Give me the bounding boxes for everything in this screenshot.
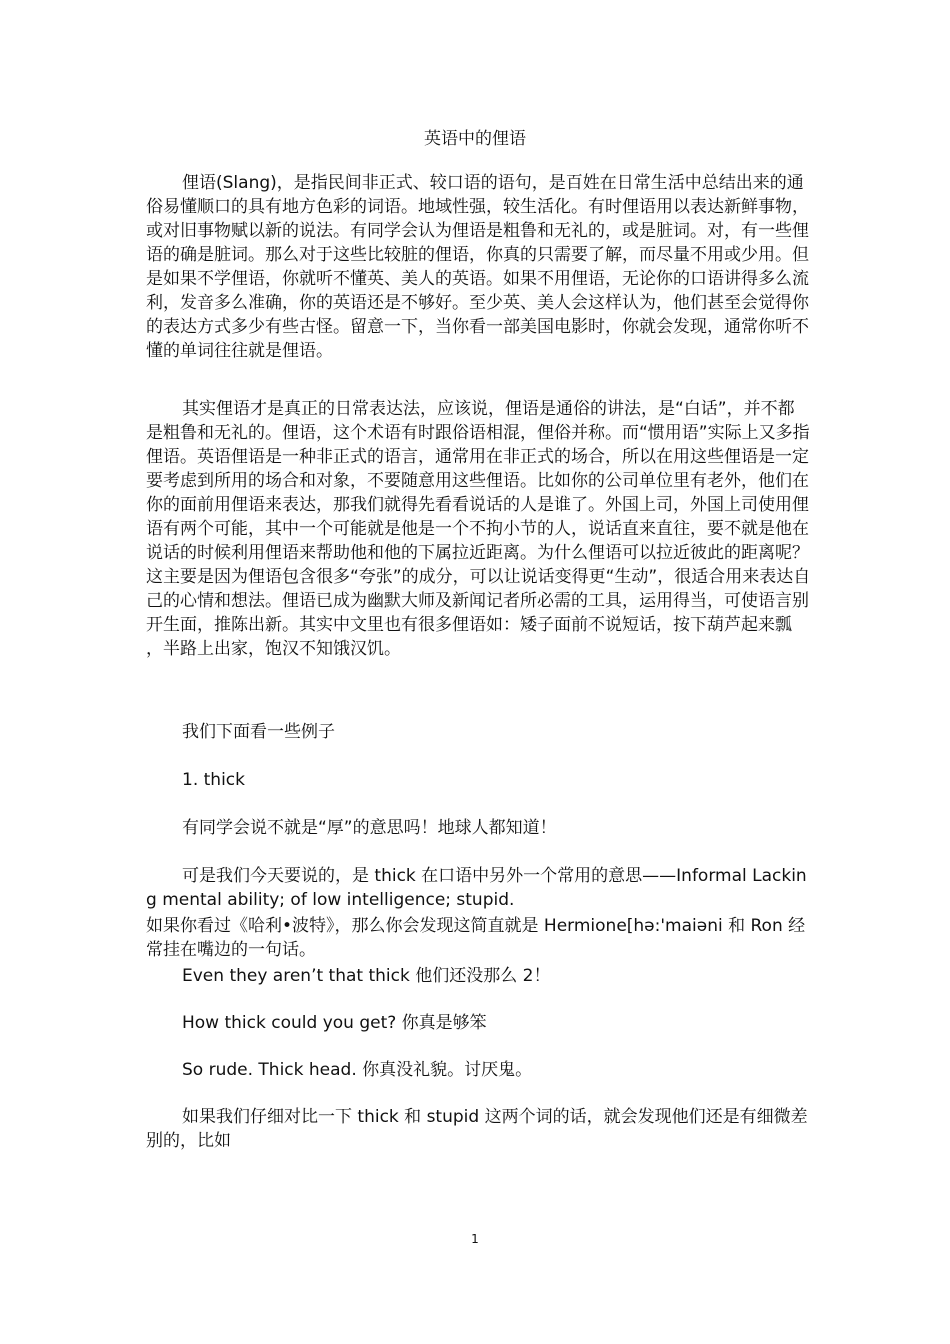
page-number: 1: [471, 1232, 479, 1246]
document-body: [146, 171, 811, 1153]
paragraph-harry-potter: 如果你看过《哈利•波特》，那么你会发现这简直就是 Hermione[hə:'maiəni 和 Ron 经常挂在嘴边的一句话。: [146, 916, 806, 960]
paragraph-slang-usage: 其实俚语才是真正的日常表达法，应该说，俚语是通俗的讲法，是“白话”，并不都是粗鲁和无礼的。俚语，这个术语有时跟俗语相混，俚俗并称。而“惯用语”实际上又多指俚语。英语俚语是一种非正式的语言，通常用在非正式的场合，所以在用这些俚语是一定要考虑到所用的场合和对象，不要随意用这些俚语。比如你的公司单位里有老外，他们在你的面前用俚语来表达，那我们就得先看看说话的人是谁了。外国上司，外国上司使用俚语有两个可能，其中一个可能就是他是一个不拘小节的人，说话直来直往，要不就是他在说话的时候利用俚语来帮助他和他的下属拉近距离。为什么俚语可以拉近彼此的距离呢？这主要是因为俚语包含很多“夸张”的成分，可以让说话变得更“生动”，很适合用来表达自己的心情和想法。俚语已成为幽默大师及新闻记者所必需的工具，运用得当，可使语言别开生面，推陈出新。其实中文里也有很多俚语如：矮子面前不说短话，按下葫芦起来瓢 ，半路上出家，饱汉不知饿汉饥。: [146, 399, 811, 659]
paragraph-thick-common-meaning: 有同学会说不就是“厚”的意思吗！地球人都知道！: [182, 818, 557, 838]
example-sentence: How thick could you get? 你真是够笨: [182, 1013, 487, 1033]
paragraph-thick-vs-stupid: 如果我们仔细对比一下 thick 和 stupid 这两个词的话，就会发现他们还是有细微差别的，比如: [146, 1107, 808, 1151]
example-heading-thick: 1. thick: [182, 770, 245, 790]
paragraph-examples-intro: 我们下面看一些例子: [182, 722, 335, 742]
example-sentence: So rude. Thick head. 你真没礼貌。讨厌鬼。: [182, 1060, 533, 1080]
document-title: 英语中的俚语: [424, 129, 526, 149]
paragraph-thick-informal-meaning: 可是我们今天要说的，是 thick 在口语中另外一个常用的意思——Informal Lacking mental ability; of low intelligence; stupid.: [146, 866, 807, 910]
paragraph-slang-definition: 俚语(Slang)，是指民间非正式、较口语的语句，是百姓在日常生活中总结出来的通俗易懂顺口的具有地方色彩的词语。地域性强，较生活化。有时俚语用以表达新鲜事物，或对旧事物赋以新的说法。有同学会认为俚语是粗鲁和无礼的，或是脏词。对，有一些俚语的确是脏词。那么对于这些比较脏的俚语，你真的只需要了解，而尽量不用或少用。但是如果不学俚语，你就听不懂英、美人的英语。如果不用俚语，无论你的口语讲得多么流利，发音多么准确，你的英语还是不够好。至少英、美人会这样认为，他们甚至会觉得你的表达方式多少有些古怪。留意一下，当你看一部美国电影时，你就会发现，通常你听不懂的单词往往就是俚语。: [146, 173, 809, 361]
example-sentence: Even they aren’t that thick 他们还没那么 2！: [182, 966, 551, 986]
